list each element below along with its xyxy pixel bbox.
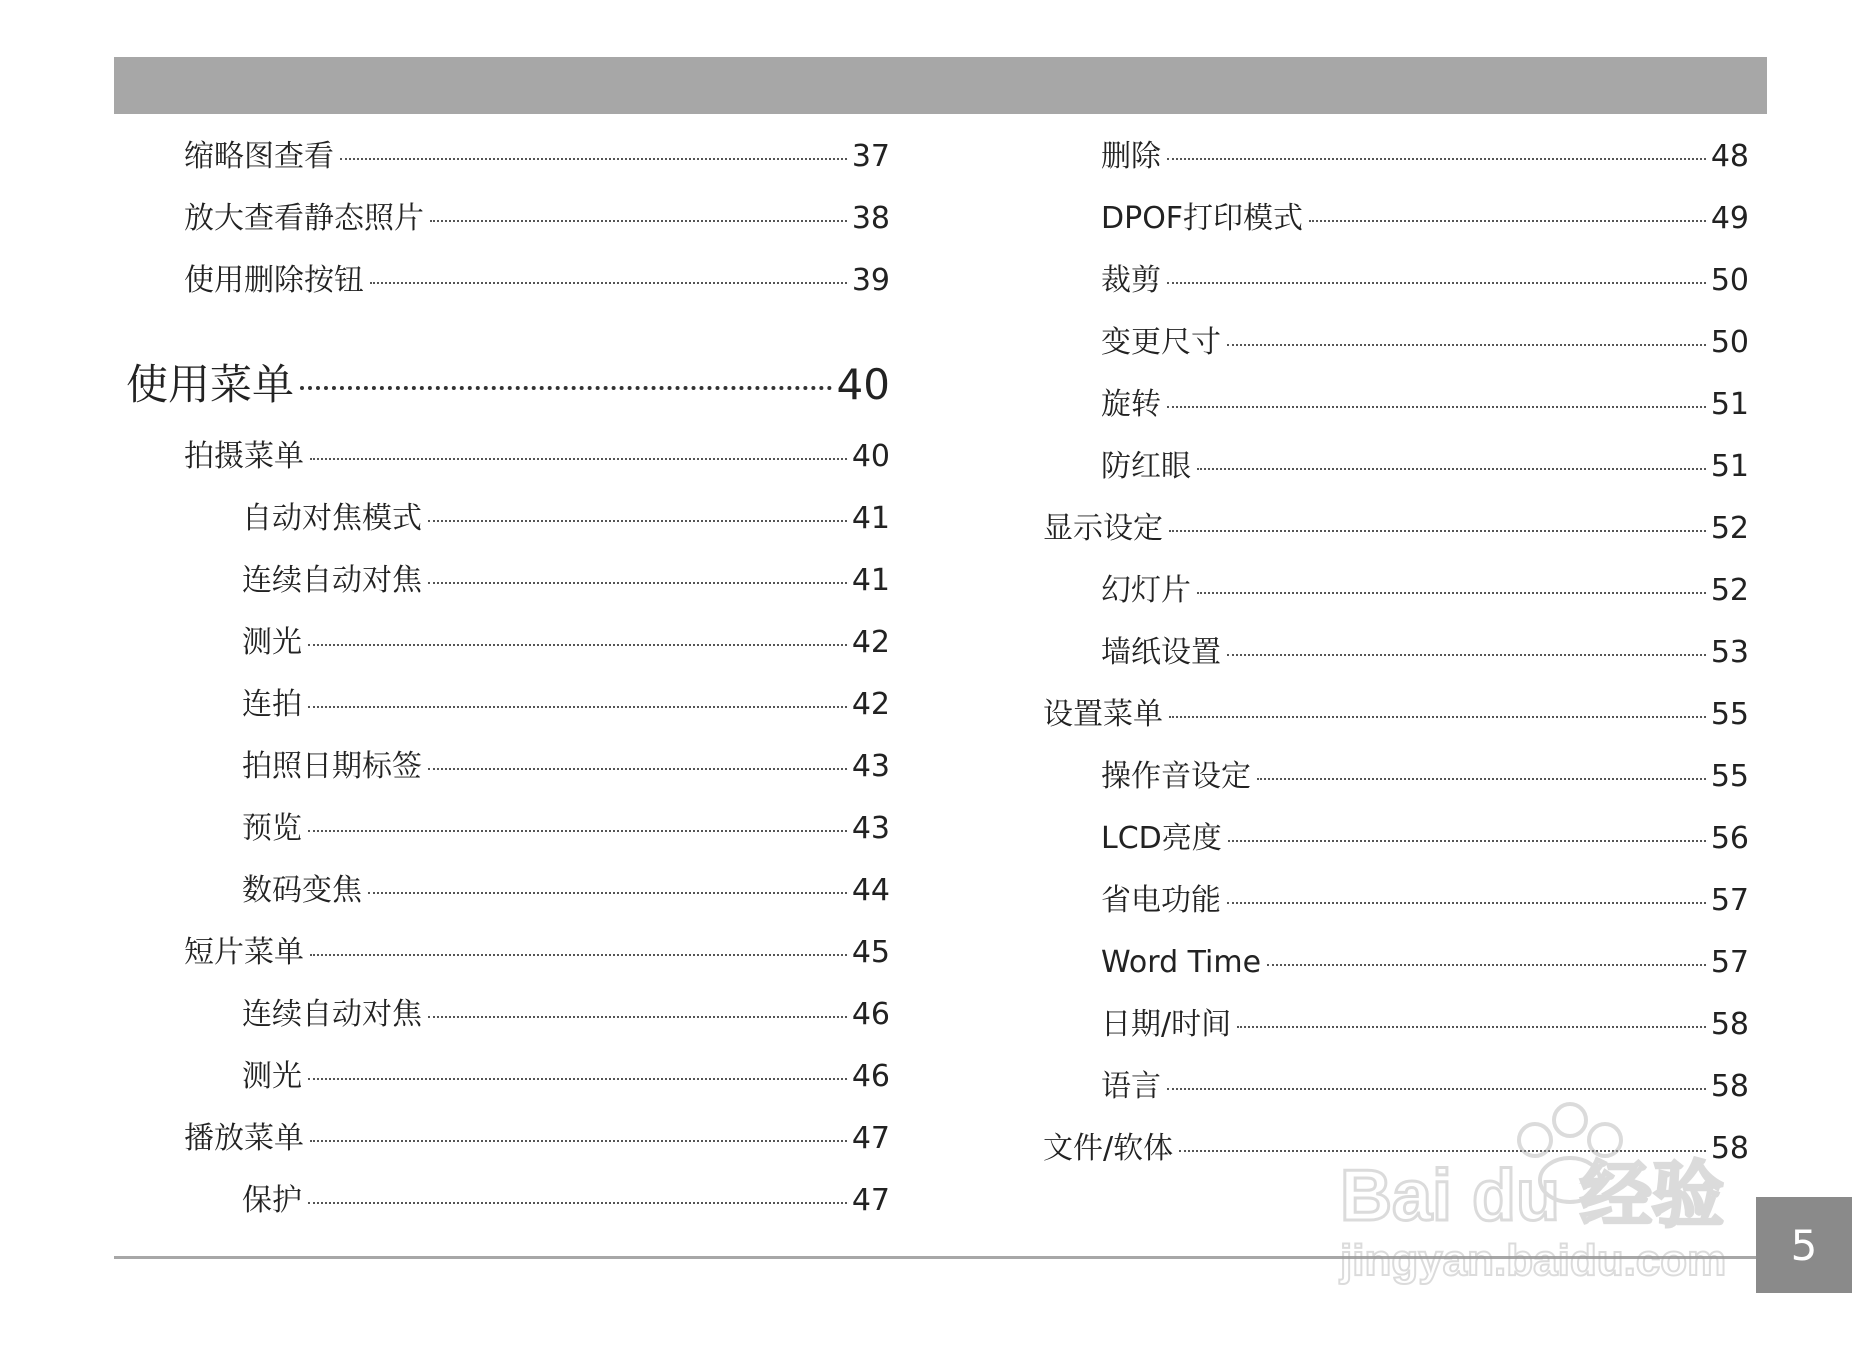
toc-entry-label: 自动对焦模式 bbox=[242, 501, 422, 536]
toc-entry-label: 省电功能 bbox=[1101, 883, 1221, 918]
toc-entry[interactable] bbox=[242, 742, 890, 792]
toc-dot-leader bbox=[310, 458, 847, 460]
toc-entry-page: 42 bbox=[851, 625, 890, 660]
toc-entry-label: 拍照日期标签 bbox=[242, 749, 422, 784]
toc-entry-label: Word Time bbox=[1101, 945, 1262, 980]
toc-dot-leader bbox=[1167, 1088, 1706, 1090]
toc-entry[interactable] bbox=[1101, 132, 1749, 182]
toc-dot-leader bbox=[1167, 406, 1706, 408]
toc-dot-leader bbox=[308, 706, 847, 708]
toc-entry[interactable] bbox=[242, 494, 890, 544]
toc-entry-page: 42 bbox=[851, 687, 890, 722]
toc-entry-label: 设置菜单 bbox=[1043, 697, 1163, 732]
toc-entry-label: 缩略图查看 bbox=[184, 139, 334, 174]
toc-entry[interactable] bbox=[1043, 504, 1749, 554]
header-bar bbox=[114, 57, 1767, 114]
toc-entry-page: 48 bbox=[1710, 139, 1749, 174]
toc-dot-leader bbox=[428, 1016, 847, 1018]
watermark-line2: jingyan.baidu.com bbox=[1340, 1236, 1727, 1285]
toc-entry-page: 41 bbox=[851, 501, 890, 536]
toc-dot-leader bbox=[428, 582, 847, 584]
toc-entry[interactable] bbox=[184, 928, 890, 978]
toc-entry-page: 49 bbox=[1710, 201, 1749, 236]
toc-entry-label: 裁剪 bbox=[1101, 263, 1161, 298]
toc-entry[interactable] bbox=[1101, 256, 1749, 306]
toc-entry[interactable] bbox=[1101, 566, 1749, 616]
toc-entry-page: 57 bbox=[1710, 945, 1749, 980]
toc-dot-leader bbox=[1237, 1026, 1706, 1028]
toc-entry-page: 56 bbox=[1710, 821, 1749, 856]
toc-entry-label: 连续自动对焦 bbox=[242, 563, 422, 598]
toc-entry-page: 41 bbox=[851, 563, 890, 598]
toc-entry[interactable] bbox=[1101, 814, 1749, 864]
toc-dot-leader bbox=[1169, 716, 1706, 718]
toc-entry[interactable] bbox=[126, 350, 890, 420]
toc-entry-page: 58 bbox=[1710, 1069, 1749, 1104]
toc-dot-leader bbox=[1167, 282, 1706, 284]
toc-entry[interactable] bbox=[1101, 380, 1749, 430]
toc-entry-page: 45 bbox=[851, 935, 890, 970]
toc-dot-leader bbox=[1257, 778, 1706, 780]
toc-entry-label: 拍摄菜单 bbox=[184, 439, 304, 474]
toc-entry-page: 53 bbox=[1710, 635, 1749, 670]
toc-entry[interactable] bbox=[242, 618, 890, 668]
toc-entry[interactable] bbox=[184, 132, 890, 182]
toc-entry-page: 43 bbox=[851, 811, 890, 846]
toc-entry-page: 44 bbox=[851, 873, 890, 908]
toc-entry-page: 58 bbox=[1710, 1131, 1749, 1166]
toc-dot-leader bbox=[300, 386, 832, 390]
toc-entry[interactable] bbox=[1101, 938, 1749, 988]
toc-entry[interactable] bbox=[1101, 628, 1749, 678]
toc-entry[interactable] bbox=[1101, 318, 1749, 368]
toc-entry-label: LCD亮度 bbox=[1101, 821, 1222, 856]
toc-entry-page: 57 bbox=[1710, 883, 1749, 918]
toc-dot-leader bbox=[1227, 344, 1706, 346]
toc-entry-label: 预览 bbox=[242, 811, 302, 846]
toc-entry-page: 40 bbox=[851, 439, 890, 474]
toc-entry[interactable] bbox=[242, 680, 890, 730]
toc-dot-leader bbox=[1227, 902, 1706, 904]
toc-dot-leader bbox=[1169, 530, 1706, 532]
toc-dot-leader bbox=[428, 520, 847, 522]
toc-dot-leader bbox=[1167, 158, 1706, 160]
toc-entry-page: 39 bbox=[851, 263, 890, 298]
toc-dot-leader bbox=[1227, 654, 1706, 656]
toc-entry-label: 数码变焦 bbox=[242, 873, 362, 908]
toc-entry-label: 文件/软体 bbox=[1043, 1131, 1174, 1166]
toc-entry-label: 语言 bbox=[1101, 1069, 1161, 1104]
toc-dot-leader bbox=[430, 220, 847, 222]
toc-entry-label: 日期/时间 bbox=[1101, 1007, 1232, 1042]
toc-entry-page: 58 bbox=[1710, 1007, 1749, 1042]
toc-entry-page: 50 bbox=[1710, 263, 1749, 298]
toc-entry-label: 操作音设定 bbox=[1101, 759, 1251, 794]
toc-entry-label: 使用菜单 bbox=[126, 360, 295, 409]
toc-entry[interactable] bbox=[242, 1176, 890, 1226]
toc-entry-label: 放大查看静态照片 bbox=[184, 201, 424, 236]
toc-entry-page: 51 bbox=[1710, 387, 1749, 422]
toc-dot-leader bbox=[1197, 592, 1706, 594]
toc-entry[interactable] bbox=[242, 990, 890, 1040]
toc-entry-label: 显示设定 bbox=[1043, 511, 1163, 546]
toc-dot-leader bbox=[1267, 964, 1706, 966]
toc-dot-leader bbox=[1197, 468, 1706, 470]
toc-entry-label: 连续自动对焦 bbox=[242, 997, 422, 1032]
toc-entry-label: DPOF打印模式 bbox=[1101, 201, 1304, 236]
toc-entry-page: 46 bbox=[851, 1059, 890, 1094]
toc-dot-leader bbox=[308, 830, 847, 832]
toc-dot-leader bbox=[308, 1202, 847, 1204]
toc-entry[interactable] bbox=[1101, 1000, 1749, 1050]
toc-entry[interactable] bbox=[1101, 876, 1749, 926]
toc-dot-leader bbox=[340, 158, 847, 160]
toc-entry[interactable] bbox=[1101, 442, 1749, 492]
toc-entry-page: 46 bbox=[851, 997, 890, 1032]
toc-entry[interactable] bbox=[1101, 752, 1749, 802]
toc-entry-page: 55 bbox=[1710, 759, 1749, 794]
toc-entry[interactable] bbox=[184, 432, 890, 482]
toc-dot-leader bbox=[308, 644, 847, 646]
toc-dot-leader bbox=[368, 892, 847, 894]
toc-entry-label: 测光 bbox=[242, 1059, 302, 1094]
toc-entry-page: 43 bbox=[851, 749, 890, 784]
toc-entry-label: 播放菜单 bbox=[184, 1121, 304, 1156]
toc-entry[interactable] bbox=[242, 804, 890, 854]
toc-entry-label: 墙纸设置 bbox=[1101, 635, 1221, 670]
toc-entry-label: 测光 bbox=[242, 625, 302, 660]
toc-entry-page: 55 bbox=[1710, 697, 1749, 732]
toc-entry[interactable] bbox=[1043, 690, 1749, 740]
toc-entry-label: 连拍 bbox=[242, 687, 302, 722]
toc-entry-page: 47 bbox=[851, 1121, 890, 1156]
watermark-line1: Bai du 经验 bbox=[1340, 1156, 1725, 1236]
toc-dot-leader bbox=[1309, 220, 1706, 222]
toc-entry-page: 52 bbox=[1710, 573, 1749, 608]
toc-entry-label: 变更尺寸 bbox=[1101, 325, 1221, 360]
baidu-watermark-logo bbox=[1330, 1095, 1770, 1295]
toc-entry-label: 使用删除按钮 bbox=[184, 263, 364, 298]
toc-dot-leader bbox=[1228, 840, 1706, 842]
toc-dot-leader bbox=[428, 768, 847, 770]
toc-entry[interactable] bbox=[184, 256, 890, 306]
toc-entry[interactable] bbox=[242, 1052, 890, 1102]
toc-dot-leader bbox=[310, 954, 847, 956]
toc-entry[interactable] bbox=[184, 194, 890, 244]
toc-entry-page: 38 bbox=[851, 201, 890, 236]
toc-entry[interactable] bbox=[242, 866, 890, 916]
page-number: 5 bbox=[1756, 1197, 1852, 1293]
toc-entry-page: 52 bbox=[1710, 511, 1749, 546]
toc-entry-page: 37 bbox=[851, 139, 890, 174]
toc-entry-label: 短片菜单 bbox=[184, 935, 304, 970]
toc-entry-page: 47 bbox=[851, 1183, 890, 1218]
toc-entry-label: 删除 bbox=[1101, 139, 1161, 174]
toc-entry-label: 幻灯片 bbox=[1101, 573, 1191, 608]
toc-dot-leader bbox=[310, 1140, 847, 1142]
toc-dot-leader bbox=[370, 282, 847, 284]
toc-entry-page: 50 bbox=[1710, 325, 1749, 360]
toc-entry-page: 40 bbox=[836, 360, 890, 409]
toc-entry-label: 旋转 bbox=[1101, 387, 1161, 422]
toc-entry-label: 防红眼 bbox=[1101, 449, 1191, 484]
toc-entry-page: 51 bbox=[1710, 449, 1749, 484]
toc-entry[interactable] bbox=[184, 1114, 890, 1164]
toc-entry-label: 保护 bbox=[242, 1183, 302, 1218]
toc-dot-leader bbox=[308, 1078, 847, 1080]
toc-entry[interactable] bbox=[1101, 194, 1749, 244]
toc-entry[interactable] bbox=[242, 556, 890, 606]
